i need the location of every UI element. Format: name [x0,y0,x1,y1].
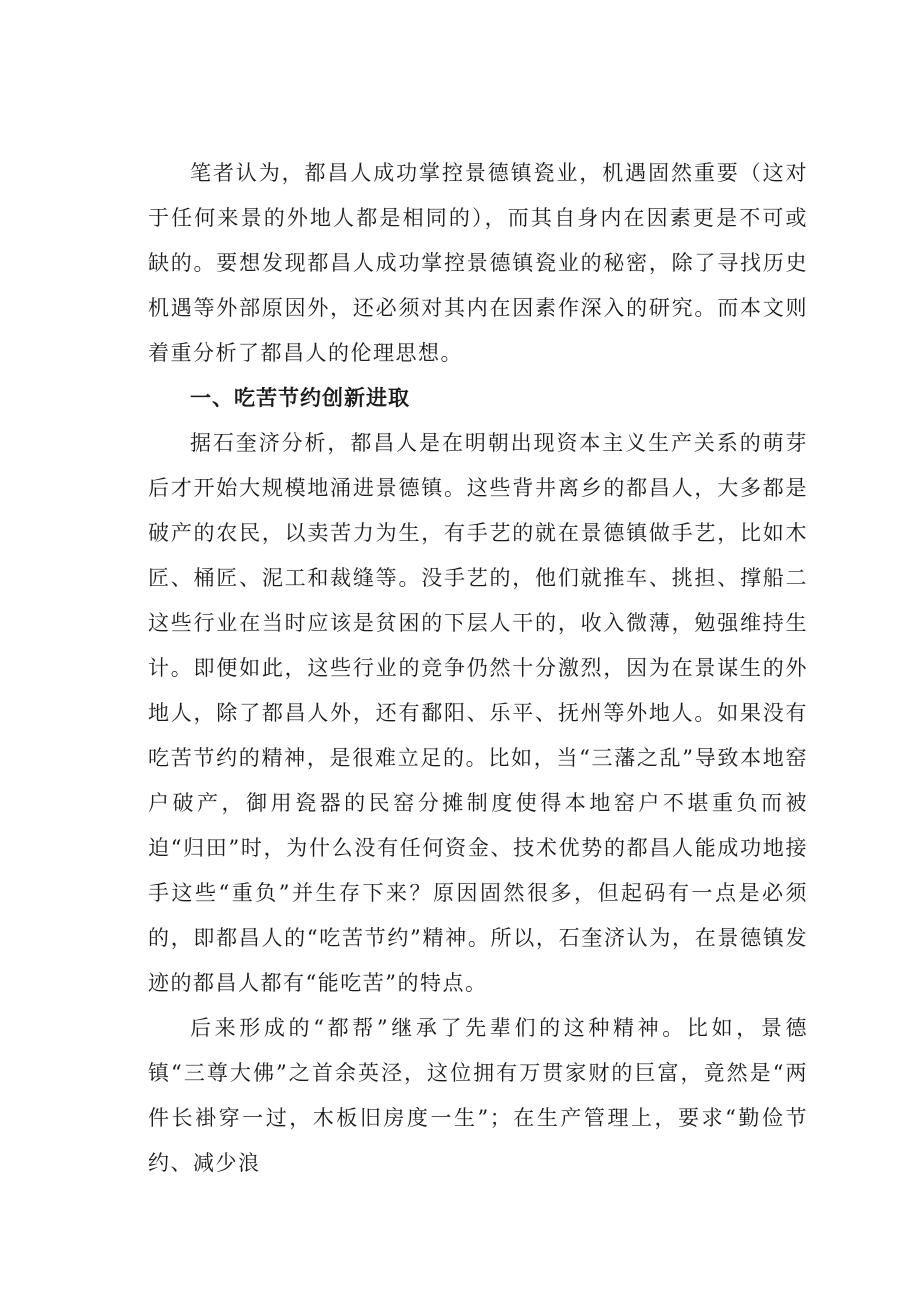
document-body [148,151,808,1186]
intro-paragraph: 笔者认为，都昌人成功掌控景德镇瓷业，机遇固然重要（这对于任何来景的外地人都是相同的），而其自身内在因素更是不可或缺的。要想发现都昌人成功掌控景德镇瓷业的秘密，除了寻找历史机遇等外部原因外，还必须对其内在因素作深入的研究。而本文则着重分析了都昌人的伦理思想。 [148,161,808,365]
section-paragraph-2: 后来形成的“都帮”继承了先辈们的这种精神。比如，景德镇“三尊大佛”之首余英泾，这位拥有万贯家财的巨富，竟然是“两件长褂穿一过，木板旧房度一生”；在生产管理上，要求“勤俭节约、减少浪 [148,1016,808,1175]
section-paragraph-1: 据石奎济分析，都昌人是在明朝出现资本主义生产关系的萌芽后才开始大规模地涌进景德镇。这些背井离乡的都昌人，大多都是破产的农民，以卖苦力为生，有手艺的就在景德镇做手艺，比如木匠、桶匠、泥工和裁缝等。没手艺的，他们就推车、挑担、撑船二这些行业在当时应该是贫困的下层人干的，收入微薄，勉强维持生计。即便如此，这些行业的竞争仍然十分激烈，因为在景谋生的外地人，除了都昌人外，还有鄱阳、乐平、抚州等外地人。如果没有吃苦节约的精神，是很难立足的。比如，当“三藩之乱”导致本地窑户破产，御用瓷器的民窑分摊制度使得本地窑户不堪重负而被迫“归田”时，为什么没有任何资金、技术优势的都昌人能成功地接手这些“重负”并生存下来？原因固然很多，但起码有一点是必须的，即都昌人的“吃苦节约”精神。所以，石奎济认为，在景德镇发迹的都昌人都有“能吃苦”的特点。 [148,431,808,995]
section-heading: 一、吃苦节约创新进取 [190,386,410,410]
